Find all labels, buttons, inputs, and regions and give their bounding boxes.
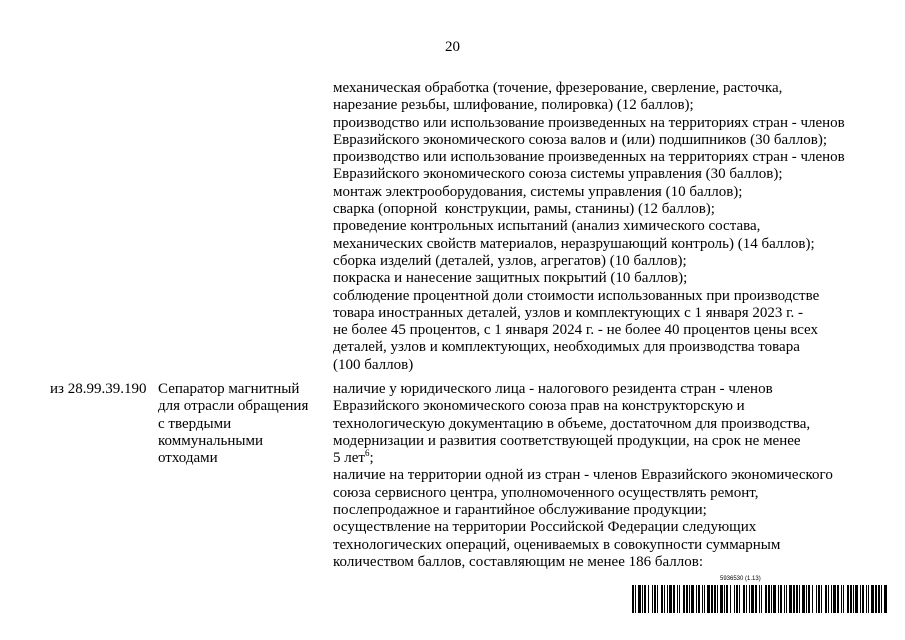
text-line: производство или использование произведенных на территориях стран - членов [333, 114, 845, 131]
footnote-mark[interactable]: 6 [364, 448, 370, 459]
text-line: технологических операций, оцениваемых в совокупности суммарным [333, 536, 781, 553]
text-line: монтаж электрооборудования, системы управления (10 баллов); [333, 183, 743, 200]
text-line: осуществление на территории Российской Федерации следующих [333, 519, 757, 536]
name-line: с твердыми [158, 415, 232, 432]
row-code: из 28.99.39.190 [50, 381, 147, 397]
text-line: механическая обработка (точение, фрезерование, сверление, расточка, [333, 80, 783, 96]
text-line: проведение контрольных испытаний (анализ химического состава, [333, 218, 761, 235]
text-line: соблюдение процентной доли стоимости использованных при производстве [333, 287, 820, 304]
text-line: Евразийского экономического союза системы управления (30 баллов); [333, 166, 783, 183]
row-requirements [333, 381, 878, 571]
text-line: Евразийского экономического союза валов и (или) подшипников (30 баллов); [333, 131, 827, 148]
text-line: сборка изделий (деталей, узлов, агрегатов) (10 баллов); [333, 252, 687, 269]
text-line: наличие на территории одной из стран - членов Евразийского экономического [333, 467, 833, 484]
footnote-line-tail: ; [369, 450, 374, 467]
text-line: количеством баллов, составляющим не менее 186 баллов: [333, 553, 703, 570]
page-number: 20 [445, 39, 460, 55]
text-line: покраска и нанесение защитных покрытий (10 баллов); [333, 270, 688, 287]
continuation-text [333, 80, 878, 374]
row-product-name [158, 381, 328, 467]
text-line: товара иностранных деталей, узлов и комплектующих с 1 января 2023 г. - [333, 304, 804, 321]
text-line: механических свойств материалов, неразрушающий контроль) (14 баллов); [333, 235, 815, 252]
name-line: для отрасли обращения [158, 398, 309, 415]
text-line-with-footnote [333, 450, 878, 467]
text-line: производство или использование произведенных на территориях стран - членов [333, 149, 845, 166]
name-line: коммунальными [158, 432, 263, 449]
name-line: Сепаратор магнитный [158, 381, 300, 397]
text-line: модернизации и развития соответствующей продукции, на срок не менее [333, 432, 801, 449]
text-line: послепродажное и гарантийное обслуживание продукции; [333, 502, 707, 519]
name-line: отходами [158, 450, 218, 467]
text-line: деталей, узлов и комплектующих, необходимых для производства товара [333, 339, 800, 356]
text-line: Евразийского экономического союза прав на конструкторскую и [333, 398, 745, 415]
barcode [630, 585, 888, 613]
barcode-label: 5936530 (1.13) [720, 576, 761, 582]
text-line: технологическую документацию в объеме, достаточном для производства, [333, 415, 811, 432]
footnote-line-text: 5 лет [333, 450, 365, 467]
text-line: союза сервисного центра, уполномоченного осуществлять ремонт, [333, 484, 759, 501]
text-line: не более 45 процентов, с 1 января 2024 г. - не более 40 процентов цены всех [333, 322, 819, 339]
text-line: (100 баллов) [333, 356, 414, 373]
text-line: наличие у юридического лица - налогового резидента стран - членов [333, 381, 773, 397]
text-line: нарезание резьбы, шлифование, полировка) (12 баллов); [333, 97, 694, 114]
text-line: сварка (опорной конструкции, рамы, станины) (12 баллов); [333, 201, 715, 218]
